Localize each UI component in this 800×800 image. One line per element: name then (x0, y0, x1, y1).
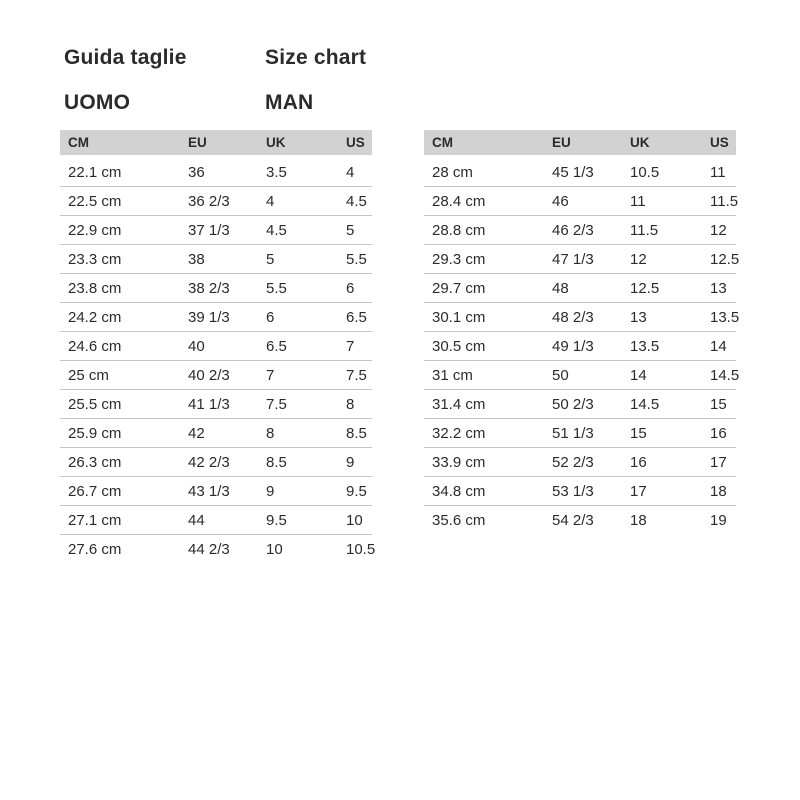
table-cell: 30.5 cm (424, 332, 544, 361)
table-cell: 32.2 cm (424, 419, 544, 448)
table-cell: 25 cm (60, 361, 180, 390)
table-cell: 5 (338, 216, 372, 245)
table-cell: 34.8 cm (424, 477, 544, 506)
table-cell: 45 1/3 (544, 157, 622, 187)
table-cell: 5.5 (338, 245, 372, 274)
table-row (60, 419, 372, 448)
table-cell: 7.5 (258, 390, 338, 419)
table-cell: 19 (702, 506, 736, 535)
table-cell: 11 (622, 187, 702, 216)
table-cell: 7.5 (338, 361, 372, 390)
table-row (60, 274, 372, 303)
table-row (424, 419, 736, 448)
table-cell: 16 (622, 448, 702, 477)
table-cell: 23.8 cm (60, 274, 180, 303)
table-cell: 42 2/3 (180, 448, 258, 477)
table-cell: 36 2/3 (180, 187, 258, 216)
table-cell: 17 (622, 477, 702, 506)
table-header-row (424, 130, 736, 157)
column-header-eu: EU (544, 130, 622, 157)
table-row (60, 535, 372, 564)
gender-label-italian: UOMO (64, 91, 131, 114)
table-cell: 13 (622, 303, 702, 332)
column-header-eu: EU (180, 130, 258, 157)
table-cell: 14 (702, 332, 736, 361)
table-cell: 38 (180, 245, 258, 274)
table-cell: 35.6 cm (424, 506, 544, 535)
table-cell: 13 (702, 274, 736, 303)
table-row (424, 245, 736, 274)
table-cell: 50 (544, 361, 622, 390)
table-cell: 48 (544, 274, 622, 303)
table-row (424, 477, 736, 506)
table-cell: 6.5 (338, 303, 372, 332)
table-row (60, 157, 372, 187)
table-row (60, 448, 372, 477)
table-cell: 38 2/3 (180, 274, 258, 303)
table-cell: 17 (702, 448, 736, 477)
table-cell: 9 (258, 477, 338, 506)
table-cell: 11 (702, 157, 736, 187)
table-cell: 31.4 cm (424, 390, 544, 419)
table-cell: 15 (702, 390, 736, 419)
table-cell: 11.5 (622, 216, 702, 245)
table-row (424, 361, 736, 390)
table-cell: 10 (258, 535, 338, 564)
table-cell: 10.5 (338, 535, 372, 564)
table-cell: 28.8 cm (424, 216, 544, 245)
table-cell: 54 2/3 (544, 506, 622, 535)
table-cell: 28 cm (424, 157, 544, 187)
page-title-italian: Guida taglie (64, 46, 187, 69)
table-cell: 22.9 cm (60, 216, 180, 245)
table-row (60, 303, 372, 332)
table-row (424, 187, 736, 216)
table-cell: 3.5 (258, 157, 338, 187)
table-cell: 53 1/3 (544, 477, 622, 506)
table-cell: 27.6 cm (60, 535, 180, 564)
table-cell: 10.5 (622, 157, 702, 187)
table-cell: 42 (180, 419, 258, 448)
table-cell: 12 (622, 245, 702, 274)
table-row (60, 477, 372, 506)
table-row (424, 332, 736, 361)
table-cell: 27.1 cm (60, 506, 180, 535)
table-cell: 40 2/3 (180, 361, 258, 390)
table-cell: 4 (338, 157, 372, 187)
table-cell: 46 (544, 187, 622, 216)
table-cell: 48 2/3 (544, 303, 622, 332)
table-row (60, 390, 372, 419)
table-row (424, 448, 736, 477)
table-cell: 39 1/3 (180, 303, 258, 332)
table-cell: 13.5 (702, 303, 736, 332)
table-cell: 5.5 (258, 274, 338, 303)
table-cell: 29.3 cm (424, 245, 544, 274)
table-cell: 44 (180, 506, 258, 535)
table-cell: 43 1/3 (180, 477, 258, 506)
table-header-row (60, 130, 372, 157)
table-cell: 49 1/3 (544, 332, 622, 361)
table-row (424, 157, 736, 187)
table-cell: 5 (258, 245, 338, 274)
table-cell: 12.5 (702, 245, 736, 274)
column-header-uk: UK (258, 130, 338, 157)
table-cell: 50 2/3 (544, 390, 622, 419)
table-cell: 4.5 (338, 187, 372, 216)
page-title-english: Size chart (265, 46, 367, 69)
table-cell: 44 2/3 (180, 535, 258, 564)
column-header-uk: UK (622, 130, 702, 157)
table-cell: 6.5 (258, 332, 338, 361)
table-cell: 33.9 cm (424, 448, 544, 477)
table-row (60, 361, 372, 390)
table-row (424, 216, 736, 245)
table-cell: 31 cm (424, 361, 544, 390)
table-cell: 52 2/3 (544, 448, 622, 477)
table-cell: 13.5 (622, 332, 702, 361)
column-header-cm: CM (60, 130, 180, 157)
table-cell: 10 (338, 506, 372, 535)
table-cell: 4 (258, 187, 338, 216)
table-row (424, 506, 736, 535)
table-cell: 26.7 cm (60, 477, 180, 506)
column-header-us: US (338, 130, 372, 157)
table-cell: 6 (258, 303, 338, 332)
table-cell: 8.5 (338, 419, 372, 448)
column-header-us: US (702, 130, 736, 157)
table-row (424, 390, 736, 419)
table-cell: 8 (258, 419, 338, 448)
table-cell: 14 (622, 361, 702, 390)
table-cell: 28.4 cm (424, 187, 544, 216)
table-cell: 25.9 cm (60, 419, 180, 448)
table-cell: 23.3 cm (60, 245, 180, 274)
table-row (424, 303, 736, 332)
table-cell: 29.7 cm (424, 274, 544, 303)
table-cell: 8.5 (258, 448, 338, 477)
table-row (424, 274, 736, 303)
table-cell: 9.5 (258, 506, 338, 535)
table-cell: 40 (180, 332, 258, 361)
table-cell: 51 1/3 (544, 419, 622, 448)
table-cell: 47 1/3 (544, 245, 622, 274)
table-cell: 41 1/3 (180, 390, 258, 419)
table-cell: 7 (338, 332, 372, 361)
table-cell: 11.5 (702, 187, 736, 216)
table-cell: 24.2 cm (60, 303, 180, 332)
table-cell: 8 (338, 390, 372, 419)
table-cell: 18 (702, 477, 736, 506)
table-cell: 36 (180, 157, 258, 187)
table-row (60, 245, 372, 274)
table-cell: 14.5 (622, 390, 702, 419)
table-cell: 30.1 cm (424, 303, 544, 332)
table-cell: 14.5 (702, 361, 736, 390)
table-cell: 12.5 (622, 274, 702, 303)
table-row (60, 187, 372, 216)
table-cell: 9 (338, 448, 372, 477)
table-cell: 12 (702, 216, 736, 245)
table-cell: 7 (258, 361, 338, 390)
table-cell: 4.5 (258, 216, 338, 245)
table-cell: 22.5 cm (60, 187, 180, 216)
table-row (60, 332, 372, 361)
table-cell: 15 (622, 419, 702, 448)
column-header-cm: CM (424, 130, 544, 157)
table-cell: 46 2/3 (544, 216, 622, 245)
table-cell: 37 1/3 (180, 216, 258, 245)
size-table-large-sizes (424, 130, 740, 534)
size-table-small-sizes (60, 130, 376, 563)
table-cell: 26.3 cm (60, 448, 180, 477)
table-row (60, 506, 372, 535)
table-cell: 18 (622, 506, 702, 535)
table-cell: 25.5 cm (60, 390, 180, 419)
table-row (60, 216, 372, 245)
gender-label-english: MAN (265, 91, 314, 114)
table-cell: 24.6 cm (60, 332, 180, 361)
table-cell: 9.5 (338, 477, 372, 506)
table-cell: 6 (338, 274, 372, 303)
table-cell: 16 (702, 419, 736, 448)
table-cell: 22.1 cm (60, 157, 180, 187)
